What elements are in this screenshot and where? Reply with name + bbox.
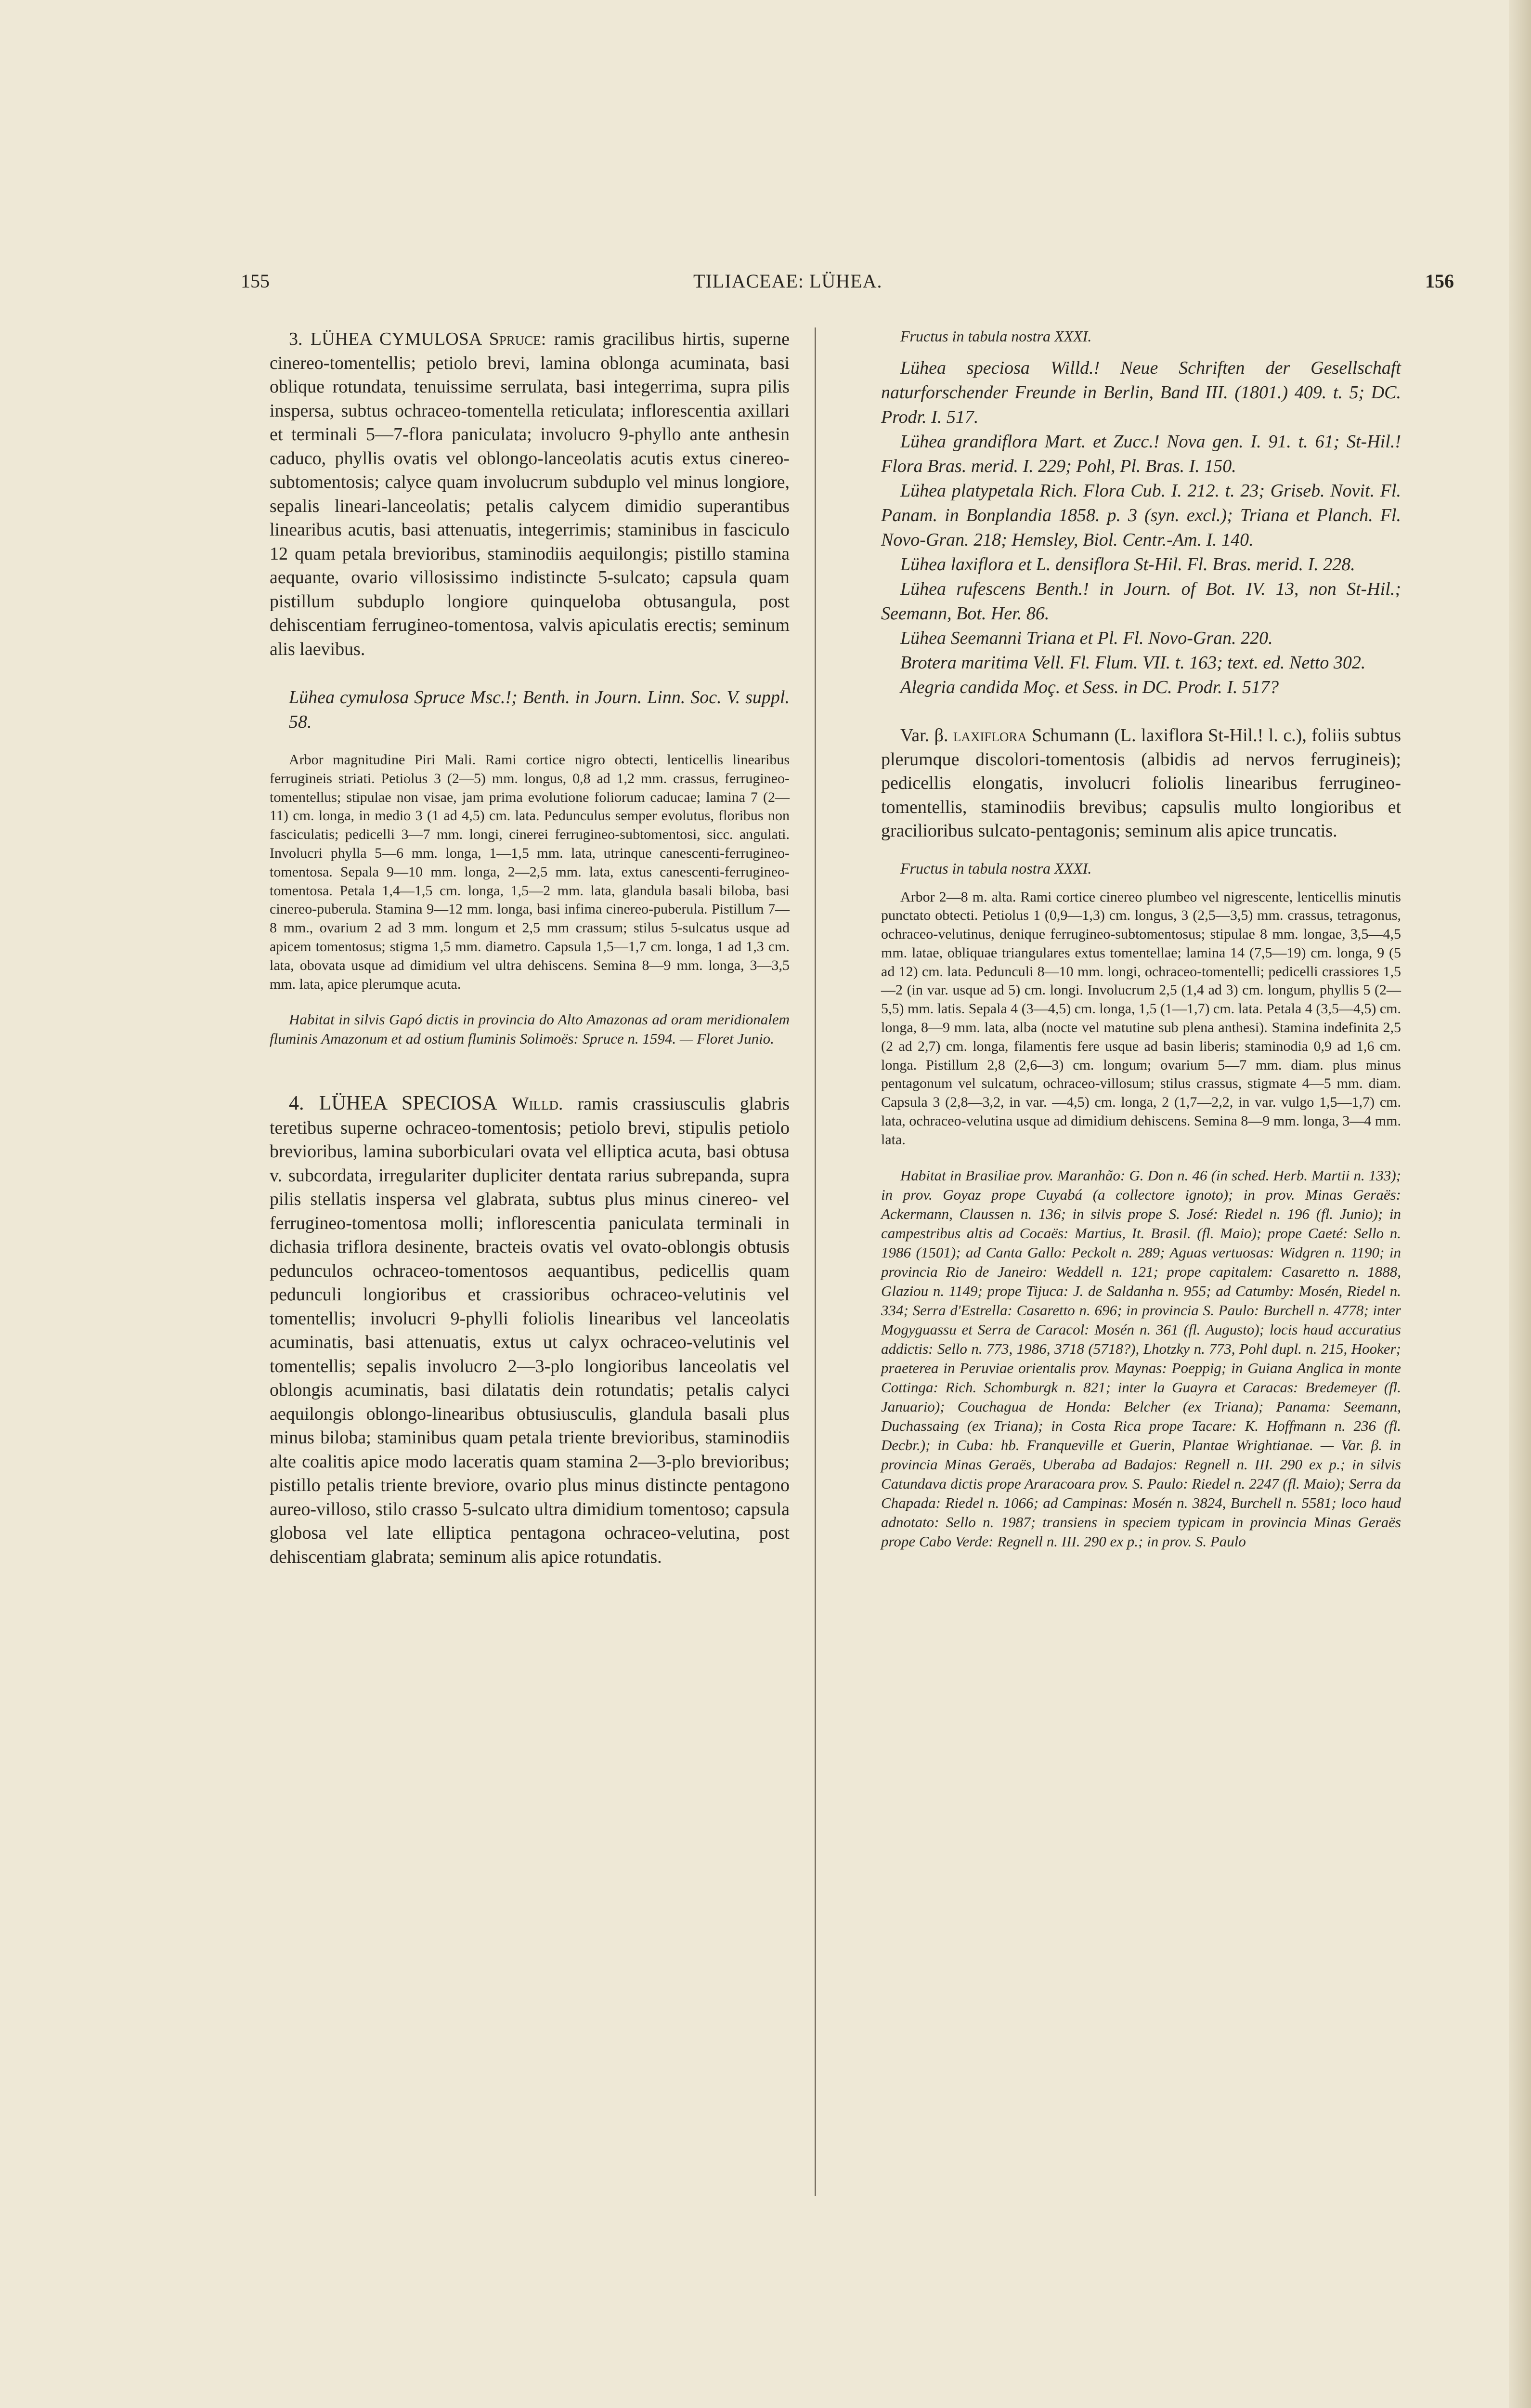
page-header bbox=[0, 270, 1531, 299]
page-number-left: 155 bbox=[241, 270, 270, 292]
synonym-8: Alegria candida Moç. et Sess. in DC. Prodr. I. 517? bbox=[900, 677, 1279, 697]
species-4-text: ramis crassiusculis glabris teretibus superne ochraceo-tomentosis; petiolo brevi, stipulis petiolo brevioribus, lamina suborbiculari ovata vel elliptica acuta, basi obtusa v. subcordata, irregulariter dupliciter dentata rarius subrepanda, supra pilis stellatis inspersa vel glabrata, subtus plus minus cinereo- vel ferrugineo-tomentosa molli; inflorescentia paniculata terminali in dichasia triflora desinente, bracteis ovatis vel ovato-oblongis obtusis pedunculos ochraceo-tomentosos aequantibus, pedicellis quam pedunculi longioribus et crassioribus ochraceo-velutinis vel tomentellis; involucri 9-phylli foliolis linearibus vel lanceolatis acuminatis, basi attenuatis, extus ut calyx ochraceo-velutinis vel tomentellis; sepalis involucro 2—3-plo longioribus lanceolatis vel oblongis acuminatis, basi dilatatis dein rotundatis; petalis calyci aequilongis oblongo-linearibus obtusiusculis, glandula basali plus minus biloba; staminibus quam petala triente brevioribus, staminodiis alte coalitis apice modo laceratis quam stamina 2—3-plo brevioribus; pistillo petalis triente breviore, ovario plus minus distincte pentagono aureo-villoso, stilo crasso 5-sulcato ultra dimidium tomentoso; capsula globosa vel late elliptica pentagona ochraceo-velutina, post dehiscentiam glabrata; seminum alis apice rotundatis. bbox=[270, 1094, 790, 1567]
synonym-5: Lühea rufescens Benth.! in Journ. of Bot. IV. 13, non St-Hil.; Seemann, Bot. Her. 86. bbox=[881, 579, 1401, 624]
right-column bbox=[881, 327, 1401, 1551]
species-3-citation: Lühea cymulosa Spruce Msc.!; Benth. in Journ. Linn. Soc. V. suppl. 58. bbox=[289, 687, 790, 732]
species-3-heading: 3. LÜHEA CYMULOSA bbox=[289, 329, 481, 349]
species-3-author: Spruce bbox=[489, 329, 541, 349]
species-3-habitat: Habitat in silvis Gapó dictis in provincia do Alto Amazonas ad oram meridionalem fluminis Amazonum et ad ostium fluminis Solimoës: Spruce n. 1594. — Floret Junio. bbox=[270, 1011, 790, 1047]
synonym-1: Lühea speciosa Willd.! Neue Schriften der Gesellschaft naturforschender Freunde in Berlin, Band III. (1801.) 409. t. 5; DC. Prodr. I. 517. bbox=[881, 358, 1401, 427]
species-4-description bbox=[270, 1092, 790, 1569]
species-4-descriptio: Arbor 2—8 m. alta. Rami cortice cinereo plumbeo vel nigrescente, lenticellis minutis punctato obtecti. Petiolus 1 (0,9—1,3) cm. longus, 3 (2,5—3,5) mm. crassus, tetragonus, ochraceo-velutinus, denique ferrugineo-subtomentosus; stipulae 8 mm. longae, 3,5—4,5 mm. latae, obliquae triangulares extus tomentellae; lamina 14 (7,5—19) cm. longa, 9 (5 ad 12) cm. lata. Pedunculi 8—10 mm. longi, ochraceo-tomentelli; pedicelli crassiores 1,5—2 (in var. usque ad 5) cm. longi. Involucrum 2,5 (1,4 ad 3) cm. longum, phyllis 5 (2—5,5) mm. latis. Sepala 4 (3—4,5) cm. longa, 1,5 (1—1,7) cm. lata. Petala 4 (3,5—4,5) cm. longa, 8—9 mm. lata, alba (nocte vel matutine sub plena anthesi). Stamina indefinita 2,5 (2 ad 2,7) cm. longa, filamentis fere usque ad basin liberis; staminodia 0,9 ad 1,6 cm. longa. Pistillum 2,8 (2,6—3) cm. longum; ovarium 5—7 mm. diam. plus minus pentagonum vel sulcatum, ochraceo-villosum; stilus crassus, stigmate 4—5 mm. diam. Capsula 3 (2,8—3,2, in var. —4,5) cm. longa, 2 (1,7—2,2, in var. vulgo 1,5—1,7) cm. lata, ochraceo-velutina usque ad dimidium dehiscens. Semina 8—9 mm. longa, 3—4 mm. lata. bbox=[881, 889, 1401, 1148]
variety-label: Var. β. bbox=[900, 725, 948, 746]
species-3-text: : ramis gracilibus hirtis, superne cinereo-tomentellis; petiolo brevi, lamina oblonga acuminata, basi oblique rotundata, tenuissime serrulata, basi integerrima, supra pilis inspersa, subtus ochraceo-tomentella reticulata; inflorescentia axillari et terminali 5—7-flora paniculata; involucro 9-phyllo ante anthesin caduco, phyllis ovatis vel oblongo-lanceolatis acutis extus cinereo-subtomentosis; calyce quam involucrum subduplo vel minus longiore, sepalis lineari-lanceolatis; petalis calycem dimidio superantibus linearibus acutis, basi attenuatis, integerrimis; staminibus in fasciculo 12 quam petala brevioribus, staminodiis aequilongis; pistillo stamina aequante, ovario villosissimo indistincte 5-sulcato; capsula quam pistillum subduplo longiore quinqueloba obtusangula, post dehiscentiam ferrugineo-tomentosa, valvis apiculatis erectis; seminum alis laevibus. bbox=[270, 329, 790, 659]
left-column bbox=[270, 327, 790, 1569]
synonym-3: Lühea platypetala Rich. Flora Cub. I. 212. t. 23; Griseb. Novit. Fl. Panam. in Bonplandia 1858. p. 3 (syn. excl.); Triana et Planch. Fl. Novo-Gran. 218; Hemsley, Biol. Centr.-Am. I. 140. bbox=[881, 481, 1401, 550]
running-title: TILIACEAE: LÜHEA. bbox=[693, 270, 882, 292]
book-spine bbox=[1509, 0, 1531, 2408]
variety-beta bbox=[881, 724, 1401, 843]
synonym-4: Lühea laxiflora et L. densiflora St-Hil. Fl. Bras. merid. I. 228. bbox=[900, 554, 1355, 575]
synonym-2: Lühea grandiflora Mart. et Zucc.! Nova gen. I. 91. t. 61; St-Hil.! Flora Bras. merid. I. 229; Pohl, Pl. Bras. I. 150. bbox=[881, 432, 1401, 476]
column-divider bbox=[815, 327, 816, 2196]
variety-name: laxiflora bbox=[953, 725, 1027, 746]
species-4-heading: 4. LÜHEA SPECIOSA bbox=[289, 1092, 497, 1115]
species-3-descriptio: Arbor magnitudine Piri Mali. Rami cortice nigro obtecti, lenticellis linearibus ferrugineis striati. Petiolus 3 (2—5) mm. longus, 0,8 ad 1,2 mm. crassus, ferrugineo-tomentellus; stipulae non visae, jam prima evolutione foliorum caducae; lamina 7 (2—11) cm. longa, in medio 3 (1 ad 4,5) cm. lata. Pedunculus semper evolutus, floribus non fasciculatis; pedicelli 3—7 mm. longi, cinerei ferrugineo-subtomentosi, sicc. angulati. Involucri phylla 5—6 mm. longa, 1—1,5 mm. lata, utrinque canescenti-ferrugineo-tomentosa. Sepala 9—10 mm. longa, 2—2,5 mm. lata, extus canescenti-ferrugineo-tomentosa. Petala 1,4—1,5 cm. longa, 1,5—2 mm. lata, glandula basali biloba, basi cinereo-puberula. Stamina 9—12 mm. longa, basi infima cinereo-puberula. Pistillum 7—8 mm., ovarium 2 ad 3 mm. longum et 2,5 mm crassum; stilus 5-sulcatus usque ad apicem tomentosus; stigma 1,5 mm. diametro. Capsula 1,5—1,7 cm. longa, 1 ad 1,3 cm. lata, obovata usque ad dimidium vel ultra dehiscens. Semina 8—9 mm. longa, 3—3,5 mm. lata, apice plerumque acuta. bbox=[270, 752, 790, 992]
species-3-description bbox=[270, 327, 790, 661]
species-4-author: Willd. bbox=[511, 1094, 563, 1114]
synonym-7: Brotera maritima Vell. Fl. Flum. VII. t. 163; text. ed. Netto 302. bbox=[900, 653, 1366, 673]
synonym-6: Lühea Seemanni Triana et Pl. Fl. Novo-Gran. 220. bbox=[900, 628, 1273, 648]
variety-text: Schumann (L. laxiflora St-Hil.! l. c.), foliis subtus plerumque discolori-tomentosis (albidis ad nervos ferrugineis); pedicellis elongatis, involucri foliolis linearibus ferrugineo-tomentellis, staminodiis brevibus; capsulis multo longioribus et gracilioribus sulcato-pentagonis; seminum alis apice truncatis. bbox=[881, 725, 1401, 841]
fructus-note-2: Fructus in tabula nostra XXXI. bbox=[900, 859, 1092, 877]
page-number-right: 156 bbox=[1425, 270, 1454, 292]
fructus-note-1: Fructus in tabula nostra XXXI. bbox=[900, 327, 1092, 345]
species-4-habitat: Habitat in Brasiliae prov. Maranhão: G. Don n. 46 (in sched. Herb. Martii n. 133); in prov. Goyaz prope Cuyabá (a collectore ignoto); in prov. Minas Geraës: Ackermann, Claussen n. 136; in silvis prope S. José: Riedel n. 196 (fl. Junio); in campestribus altis ad Cocaës: Martius, It. Brasil. (fl. Maio); prope Caeté: Sello n. 1986 (1501); ad Canta Gallo: Peckolt n. 289; Aguas vertuosas: Widgren n. 1190; in provincia Rio de Janeiro: Weddell n. 121; prope capitalem: Casaretto n. 1888, Glaziou n. 1149; prope Tijuca: J. de Saldanha n. 955; ad Catumby: Mosén, Riedel n. 334; Serra d'Estrella: Casaretto n. 696; in provincia S. Paulo: Burchell n. 4778; inter Mogyguassu et Serra de Caracol: Mosén n. 361 (fl. Augusto); locis haud accuratius addictis: Sello n. 773, 1986, 3718 (5718?), Lhotzky n. 773, Pohl dupl. n. 215, Hooker; praeterea in Peruviae orientalis prov. Maynas: Poeppig; in Guiana Anglica in monte Cottinga: Rich. Schomburgk n. 821; inter la Guayra et Caracas: Bredemeyer (fl. Januario); Couchagua de Honda: Belcher (ex Triana); Panama: Seemann, Duchassaing (ex Triana); in Costa Rica prope Tacare: K. Hoffmann n. 236 (fl. Decbr.); in Cuba: hb. Franqueville et Guerin, Plantae Wrightianae. — Var. β. in provincia Minas Geraës, Uberaba ad Badajos: Regnell n. III. 290 ex p.; in silvis Catundava dictis prope Araracoara prov. S. Paulo: Riedel n. 2247 (fl. Maio); Serra da Chapada: Riedel n. 1066; ad Campinas: Mosén n. 3824, Burchell n. 5581; loco haud adnotato: Sello n. 1987; transiens in speciem typicam in provincia Minas Geraës prope Cabo Verde: Regnell n. III. 290 ex p.; in prov. S. Paulo bbox=[881, 1166, 1401, 1550]
